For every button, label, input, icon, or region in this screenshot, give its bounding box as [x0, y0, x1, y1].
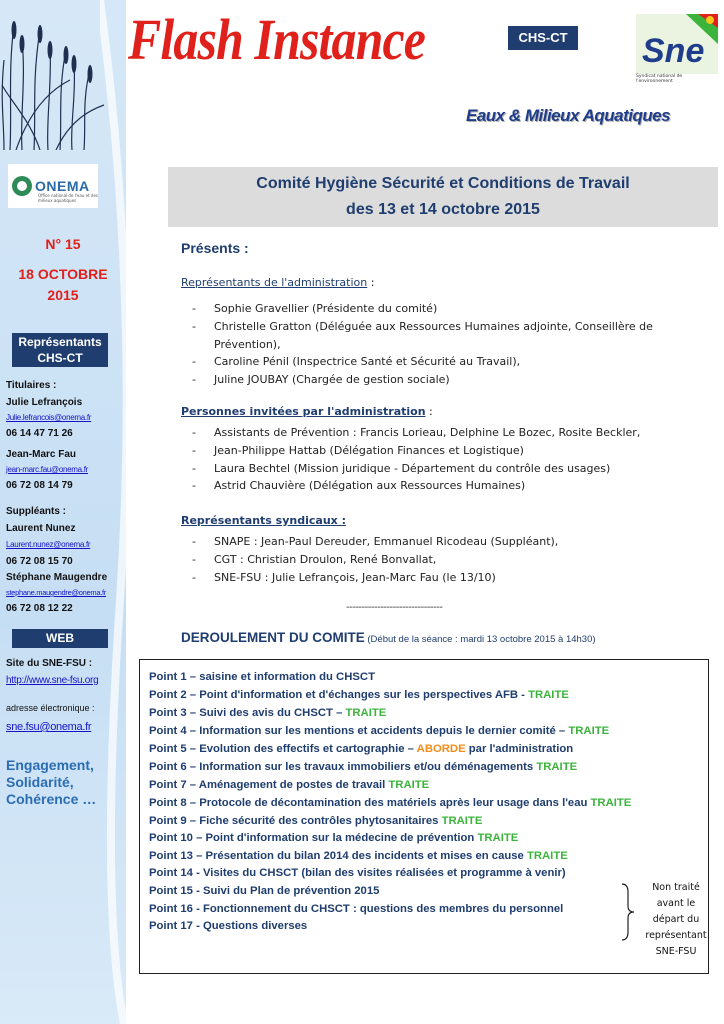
invited-heading-suffix: : [425, 405, 433, 418]
agenda-item [149, 829, 631, 847]
agenda-item [149, 882, 631, 900]
agenda-item [149, 847, 631, 865]
separator: ------------------------------- [346, 602, 443, 613]
representants-label-line2: CHS-CT [37, 351, 83, 365]
admin-heading-suffix: : [367, 276, 375, 289]
issue-date-line2: 2015 [47, 287, 79, 303]
agenda-item-text: Point 7 – Aménagement de postes de travail [149, 779, 386, 791]
email-label: adresse électronique : [6, 703, 95, 713]
sne-caption: Syndicat national de l'environnement [636, 74, 683, 84]
meeting-title-box [168, 167, 718, 227]
onema-logo [8, 164, 98, 208]
sne-logo [636, 14, 718, 74]
agenda-item-text: Point 16 - Fonctionnement du CHSCT : questions des membres du personnel [149, 902, 564, 915]
motto [6, 757, 96, 808]
agenda-item-status: TRAITE [345, 707, 387, 719]
list-item: - Astrid Chauvière (Délégation aux Ressources Humaines) [190, 477, 710, 495]
rep-email-link[interactable]: jean-marc.fau@onema.fr [6, 465, 89, 474]
motto-line: Cohérence … [6, 791, 97, 807]
rep-email-link[interactable]: stephane.maugendre@onema.fr [6, 588, 106, 597]
newsletter-title: Flash Instance [128, 7, 426, 72]
representants-label-line1: Représentants [18, 335, 102, 349]
agenda-item [149, 758, 631, 776]
agenda-heading-subtitle: (Début de la séance : mardi 13 octobre 2015 à 14h30) [364, 634, 596, 645]
agenda-item-text: Point 13 – Présentation du bilan 2014 des incidents et mises en cause [149, 849, 524, 862]
invited-heading-label: Personnes invitées par l'administration [181, 405, 426, 418]
agenda-item-joiner: – [555, 725, 569, 737]
note-line: départ du [652, 914, 700, 925]
agenda-item [149, 668, 631, 686]
onema-logo-subtitle: Office national de l'eau et des milieux aquatiques [38, 193, 99, 203]
suppleants-label: Suppléants : [6, 506, 67, 517]
agenda-item-joiner: – [404, 743, 417, 755]
agenda-item-text: Point 2 – Point d'information et d'échanges sur les perspectives AFB [149, 689, 519, 701]
titulaires-label: Titulaires : [6, 380, 57, 391]
union-email-link[interactable]: sne.fsu@onema.fr [6, 721, 92, 733]
rep-phone: 06 72 08 14 79 [6, 480, 73, 491]
representants-label [12, 333, 108, 367]
agenda-item [149, 722, 631, 740]
chsct-badge: CHS-CT [508, 26, 578, 50]
agenda-item-status: TRAITE [388, 779, 430, 791]
agenda-item [149, 864, 631, 882]
rep-phone: 06 72 08 15 70 [6, 556, 73, 567]
motto-line: Engagement, [6, 757, 94, 773]
note-line: avant le [656, 898, 696, 909]
agenda-item-status: TRAITE [477, 832, 519, 845]
list-item: - Juline JOUBAY (Chargée de gestion sociale) [190, 371, 710, 389]
agenda-item-status: TRAITE [528, 689, 569, 701]
rep-phone: 06 72 08 12 22 [6, 603, 73, 614]
rep-name: Stéphane Maugendre [6, 572, 108, 583]
agenda-item-text: Point 15 - Suivi du Plan de prévention 2015 [149, 884, 380, 897]
agenda-item [149, 812, 631, 830]
agenda-item-text: Point 14 - Visites du CHSCT (bilan des visites réalisées et programme à venir) [149, 867, 566, 880]
list-item: - Jean-Philippe Hattab (Délégation Finances et Logistique) [190, 442, 710, 460]
web-label: WEB [12, 629, 108, 648]
agenda-item [149, 686, 631, 704]
agenda-item-status: TRAITE [568, 725, 610, 737]
agenda-list [149, 668, 631, 935]
agenda-item [149, 740, 631, 758]
rep-phone: 06 14 47 71 26 [6, 428, 73, 439]
agenda-item-text: Point 4 – Information sur les mentions et accidents depuis le dernier comité [149, 725, 556, 737]
agenda-item-text: Point 6 – Information sur les travaux immobiliers et/ou déménagements [149, 761, 534, 773]
agenda-heading-title: DEROULEMENT DU COMITE [181, 630, 365, 645]
agenda-item-joiner: – [332, 707, 346, 719]
union-list [190, 533, 710, 586]
reeds-illustration [0, 0, 110, 150]
list-item: - SNAPE : Jean-Paul Dereuder, Emmanuel Ricodeau (Suppléant), [190, 533, 710, 551]
motto-line: Solidarité, [6, 774, 74, 790]
list-item: - Sophie Gravellier (Présidente du comité) [190, 300, 710, 318]
agenda-item-suffix: par l'administration [465, 743, 574, 755]
admin-heading [181, 276, 374, 289]
agenda-item [149, 900, 631, 918]
site-label: Site du SNE-FSU : [6, 658, 93, 669]
rep-email-link[interactable]: Laurent.nunez@onema.fr [6, 540, 91, 549]
list-item: - Caroline Pénil (Inspectrice Santé et Sécurité au Travail), [190, 353, 710, 371]
note-line: SNE-FSU [655, 946, 697, 957]
agenda-item [149, 794, 631, 812]
list-item: - CGT : Christian Droulon, René Bonvallat, [190, 551, 710, 569]
list-item: - Laura Bechtel (Mission juridique - Département du contrôle des usages) [190, 460, 710, 478]
invited-list [190, 424, 710, 495]
agenda-item [149, 917, 631, 935]
list-item: - SNE-FSU : Julie Lefrançois, Jean-Marc Fau (le 13/10) [190, 569, 710, 587]
agenda-item-status: ABORDE [416, 743, 466, 755]
agenda-item-status: TRAITE [536, 761, 578, 773]
rep-email-link[interactable]: Julie.lefrancois@onema.fr [6, 413, 92, 422]
brace-icon [618, 882, 636, 942]
agenda-item-status: TRAITE [441, 814, 483, 827]
union-heading [181, 514, 346, 527]
agenda-item-status: TRAITE [590, 797, 632, 809]
rep-name: Jean-Marc Fau [6, 449, 77, 460]
agenda-item [149, 704, 631, 722]
list-item: - Christelle Gratton (Déléguée aux Ressources Humaines adjointe, Conseillère de Prévention), [190, 318, 710, 354]
invited-heading [181, 405, 433, 418]
meeting-title-line1: Comité Hygiène Sécurité et Conditions de Travail [256, 175, 630, 192]
agenda-item-text: Point 3 – Suivi des avis du CHSCT [149, 707, 333, 719]
agenda-heading [181, 630, 596, 645]
presents-heading: Présents : [181, 240, 249, 256]
sne-logo-text: Sne [642, 32, 705, 70]
agenda-item-text: Point 1 – saisine et information du CHSCT [149, 671, 375, 683]
note-line: Non traité [652, 882, 700, 893]
list-item: - Assistants de Prévention : Francis Lorieau, Delphine Le Bozec, Rosite Beckler, [190, 424, 710, 442]
newsletter-subtitle: Eaux & Milieux Aquatiques [466, 106, 671, 125]
note-line: représentant [645, 930, 707, 941]
issue-number: N° 15 [45, 236, 81, 252]
site-url-link[interactable]: http://www.sne-fsu.org [6, 675, 99, 686]
union-heading-label: Représentants syndicaux : [181, 514, 346, 527]
rep-name: Laurent Nunez [6, 523, 76, 534]
issue-date-line1: 18 OCTOBRE [18, 266, 108, 282]
admin-list [190, 300, 710, 389]
admin-heading-label: Représentants de l'administration [181, 276, 368, 289]
agenda-item-status: TRAITE [526, 849, 568, 862]
rep-name: Julie Lefrançois [6, 397, 83, 408]
agenda-item-text: Point 9 – Fiche sécurité des contrôles phytosanitaires [149, 814, 439, 827]
agenda-item [149, 776, 631, 794]
agenda-item-text: Point 10 – Point d'information sur la médecine de prévention [149, 832, 475, 845]
meeting-title-line2: des 13 et 14 octobre 2015 [346, 201, 540, 218]
onema-logo-mark [12, 176, 32, 196]
agenda-item-text: Point 5 – Evolution des effectifs et cartographie [149, 743, 405, 755]
onema-logo-name: ONEMA [35, 178, 90, 194]
agenda-item-text: Point 17 - Questions diverses [149, 920, 308, 933]
agenda-item-text: Point 8 – Protocole de décontamination des matériels après leur usage dans l'eau [149, 797, 588, 809]
agenda-item-joiner: - [518, 689, 529, 701]
sidebar-curve-decoration [100, 0, 140, 1024]
not-treated-note [638, 880, 714, 960]
